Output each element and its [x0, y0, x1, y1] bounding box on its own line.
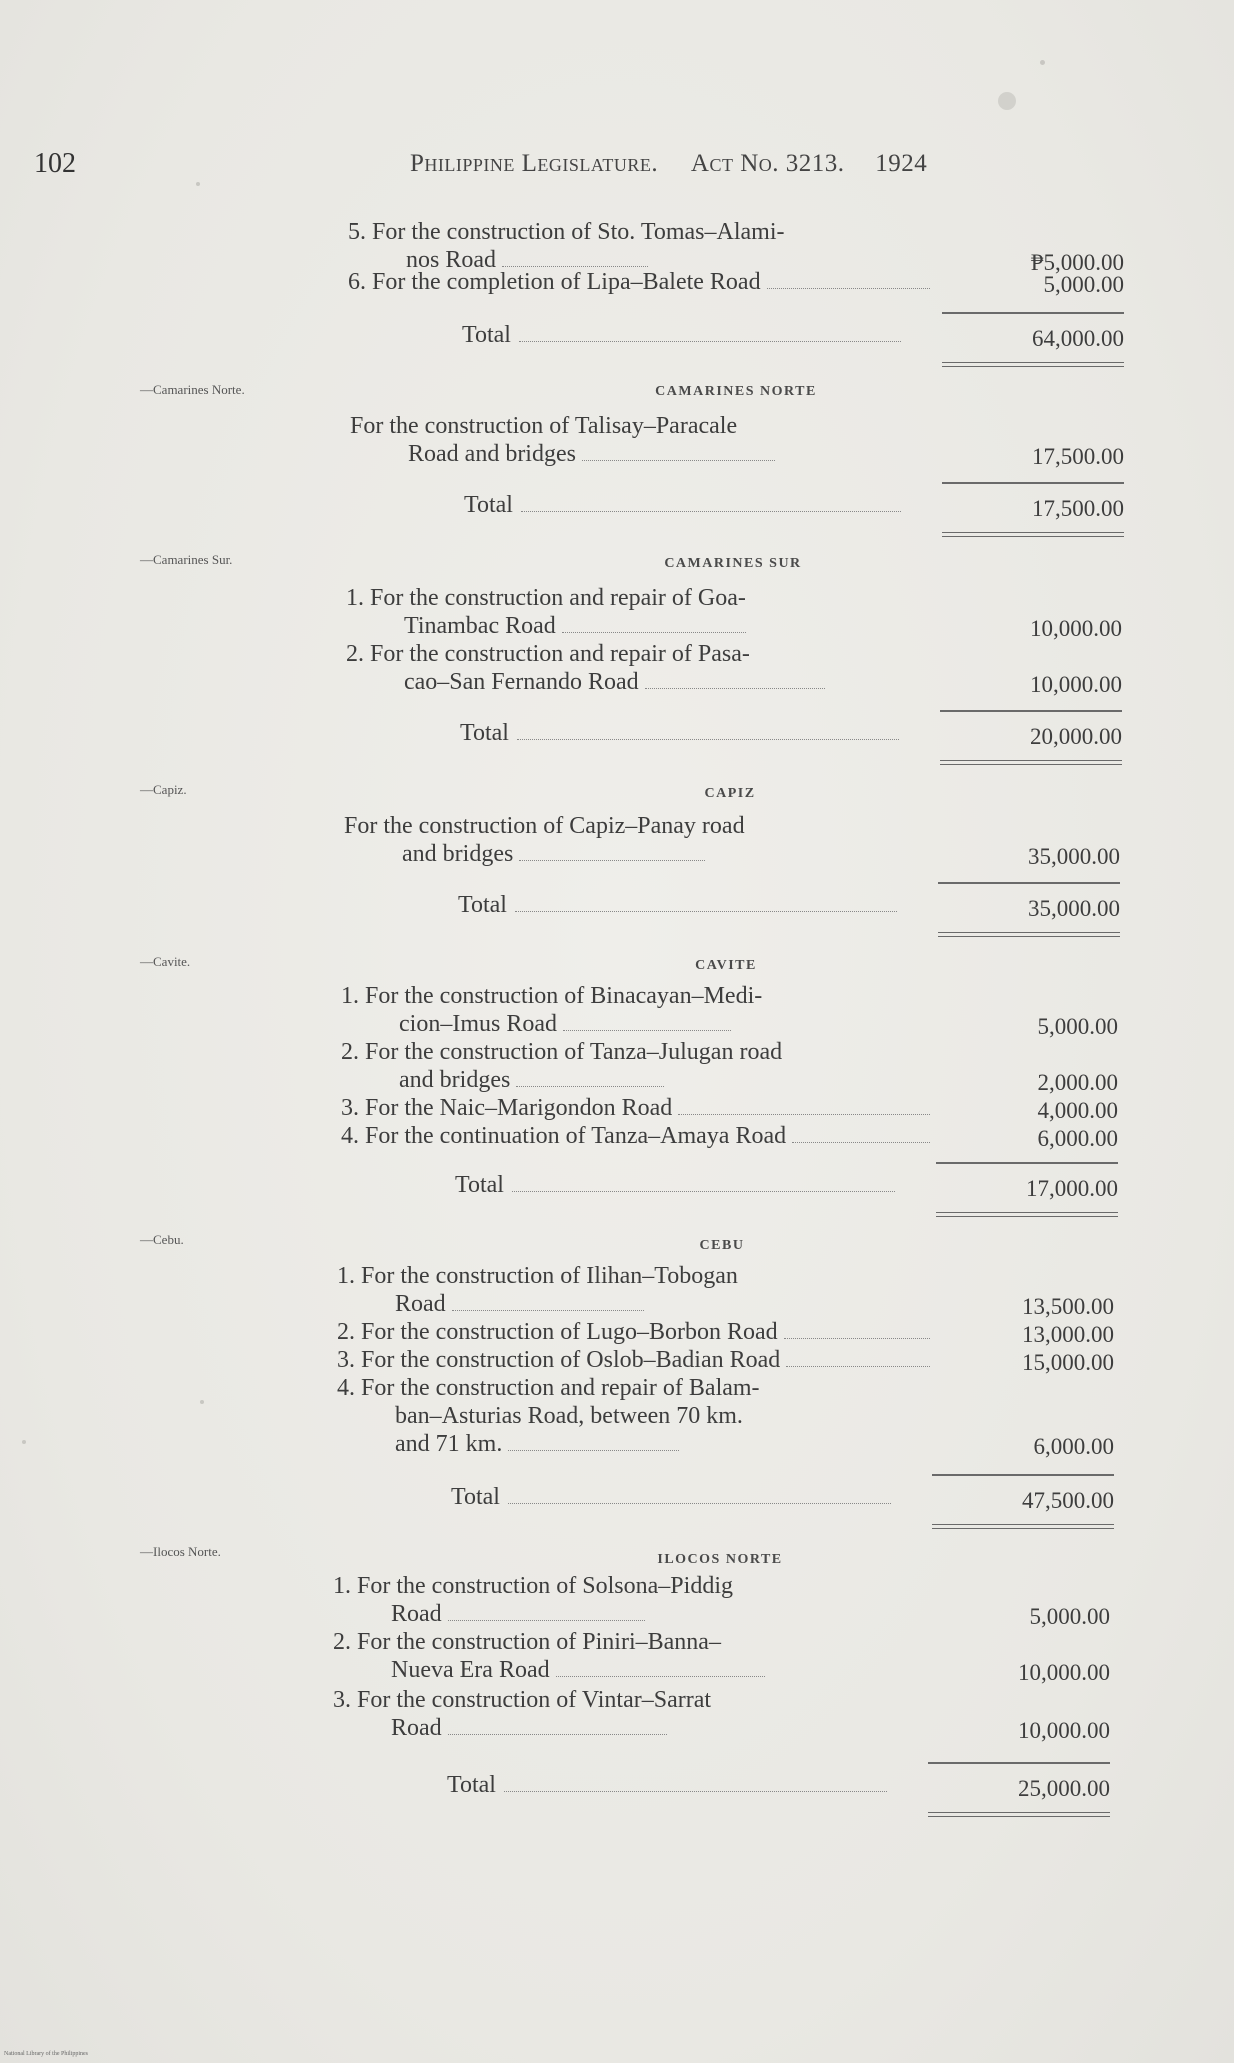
item-text-line: 3. For the construction of Vintar–Sarrat [333, 1687, 712, 1713]
paper-speck [22, 1440, 26, 1444]
item-text-line: nos Road [348, 246, 785, 274]
total-double-rule [936, 1212, 1118, 1217]
appropriation-item [344, 812, 745, 868]
item-text-line: Road and bridges [350, 440, 775, 468]
item-text-line: 1. For the construction and repair of Goa- [346, 585, 746, 611]
paper-speck [200, 1400, 204, 1404]
dot-leader [792, 1128, 930, 1143]
dot-leader [521, 497, 901, 512]
dot-leader [563, 1016, 731, 1031]
total-double-rule [938, 932, 1120, 937]
section-title: ILOCOS NORTE [657, 1552, 783, 1567]
item-text-line: 1. For the construction of Ilihan–Tobogan [337, 1263, 738, 1289]
section-title: CAMARINES NORTE [655, 384, 817, 399]
section-title: CAVITE [695, 958, 757, 973]
item-text-line: Road [337, 1290, 738, 1318]
total-double-rule [942, 362, 1124, 367]
page-number: 102 [34, 148, 76, 179]
paper-speck [196, 182, 200, 186]
dot-leader [452, 1296, 644, 1311]
appropriation-item [348, 218, 785, 274]
total-amount: 17,000.00 [1026, 1176, 1118, 1201]
section-title: CAPIZ [704, 786, 756, 801]
appropriation-item [333, 1572, 733, 1628]
appropriation-item [337, 1374, 760, 1458]
scan-credit: National Library of the Philippines [4, 2051, 88, 2057]
item-amount: 10,000.00 [1018, 1660, 1110, 1685]
dot-leader [448, 1720, 667, 1735]
margin-note: —Ilocos Norte. [140, 1544, 221, 1559]
item-text-line: 4. For the continuation of Tanza–Amaya Road [341, 1122, 930, 1150]
appropriation-item [341, 1122, 930, 1150]
total-label-text: Total [460, 720, 509, 746]
paper-speck [1040, 60, 1045, 65]
item-amount: 6,000.00 [1033, 1434, 1114, 1459]
total-label [458, 892, 897, 919]
dot-leader [582, 446, 775, 461]
sum-rule [942, 312, 1124, 314]
total-label-text: Total [462, 322, 511, 348]
item-text-line: ban–Asturias Road, between 70 km. [395, 1403, 743, 1429]
margin-note: —Camarines Sur. [140, 552, 233, 567]
running-head [410, 150, 927, 178]
dot-leader [786, 1352, 930, 1367]
item-text-line: 2. For the construction and repair of Pasa- [346, 641, 750, 667]
appropriation-item [350, 412, 775, 468]
dot-leader [508, 1489, 891, 1504]
item-text-line: Tinambac Road [346, 612, 746, 640]
sum-rule [936, 1162, 1118, 1164]
item-amount: 6,000.00 [1037, 1126, 1118, 1151]
sum-rule [938, 882, 1120, 884]
dot-leader [767, 274, 930, 289]
item-text-line: Road [333, 1600, 733, 1628]
total-double-rule [942, 532, 1124, 537]
total-amount: 35,000.00 [1028, 896, 1120, 921]
item-amount: 13,500.00 [1022, 1294, 1114, 1319]
appropriation-item [348, 268, 930, 296]
total-amount: 64,000.00 [1032, 326, 1124, 351]
item-text-line: 2. For the construction of Tanza–Julugan road [341, 1039, 783, 1065]
act-number: Act No. 3213. [690, 150, 845, 177]
appropriation-item [346, 584, 746, 640]
appropriation-item [341, 1038, 782, 1094]
total-amount: 47,500.00 [1022, 1488, 1114, 1513]
dot-leader [519, 327, 901, 342]
item-text-line: cao–San Fernando Road [346, 668, 825, 696]
item-amount: 13,000.00 [1022, 1322, 1114, 1347]
total-label-text: Total [447, 1772, 496, 1798]
paper-speck [998, 92, 1016, 110]
appropriation-item [341, 982, 762, 1038]
item-text-line: 2. For the construction of Lugo–Borbon Road [337, 1318, 930, 1346]
dot-leader [519, 846, 704, 861]
sum-rule [940, 710, 1122, 712]
dot-leader [516, 1072, 664, 1087]
item-amount: ₱5,000.00 [1030, 250, 1124, 275]
margin-note: —Camarines Norte. [140, 382, 245, 397]
item-text-line: 5. For the construction of Sto. Tomas–Alami- [348, 219, 785, 245]
total-label [447, 1772, 887, 1799]
item-amount: 5,000.00 [1043, 272, 1124, 297]
item-amount: 10,000.00 [1030, 672, 1122, 697]
dot-leader [517, 725, 899, 740]
item-text-line: Nueva Era Road [333, 1656, 765, 1684]
dot-leader [512, 1177, 895, 1192]
dot-leader [508, 1436, 678, 1451]
total-label-text: Total [464, 492, 513, 518]
item-amount: 2,000.00 [1037, 1070, 1118, 1095]
margin-note: —Capiz. [140, 782, 187, 797]
year: 1924 [875, 150, 928, 177]
item-text-line: 4. For the construction and repair of Balam- [337, 1375, 760, 1401]
total-amount: 20,000.00 [1030, 724, 1122, 749]
item-amount: 10,000.00 [1030, 616, 1122, 641]
item-text-line: 3. For the construction of Oslob–Badian Road [337, 1346, 930, 1374]
sum-rule [932, 1474, 1114, 1476]
item-text-line: and bridges [341, 1066, 782, 1094]
item-text-line: For the construction of Capiz–Panay road [344, 813, 745, 839]
total-double-rule [928, 1812, 1110, 1817]
total-label [462, 322, 901, 349]
item-text-line: 1. For the construction of Binacayan–Medi- [341, 983, 763, 1009]
appropriation-item [346, 640, 825, 696]
item-amount: 4,000.00 [1037, 1098, 1118, 1123]
dot-leader [556, 1662, 765, 1677]
running-title: Philippine Legislature. [410, 150, 659, 177]
item-amount: 35,000.00 [1028, 844, 1120, 869]
item-amount: 5,000.00 [1037, 1014, 1118, 1039]
total-label-text: Total [458, 892, 507, 918]
dot-leader [562, 618, 746, 633]
dot-leader [645, 674, 825, 689]
sum-rule [942, 482, 1124, 484]
section-title: CAMARINES SUR [664, 556, 802, 571]
item-text-line: For the construction of Talisay–Paracale [350, 413, 738, 439]
dot-leader [504, 1777, 887, 1792]
item-amount: 15,000.00 [1022, 1350, 1114, 1375]
dot-leader [515, 897, 897, 912]
section-title: CEBU [699, 1238, 745, 1253]
total-double-rule [932, 1524, 1114, 1529]
appropriation-item [337, 1346, 930, 1374]
item-text-line: and bridges [344, 840, 745, 868]
total-label-text: Total [451, 1484, 500, 1510]
item-text-line: Road [333, 1714, 711, 1742]
total-label [464, 492, 901, 519]
item-text-line: 1. For the construction of Solsona–Piddig [333, 1573, 733, 1599]
total-label [460, 720, 899, 747]
appropriation-item [337, 1318, 930, 1346]
item-amount: 10,000.00 [1018, 1718, 1110, 1743]
item-text-line: and 71 km. [337, 1430, 760, 1458]
item-text-line: 2. For the construction of Piniri–Banna– [333, 1629, 721, 1655]
appropriation-item [341, 1094, 930, 1122]
total-amount: 25,000.00 [1018, 1776, 1110, 1801]
dot-leader [678, 1100, 930, 1115]
total-amount: 17,500.00 [1032, 496, 1124, 521]
margin-note: —Cavite. [140, 954, 191, 969]
total-label [451, 1484, 891, 1511]
item-amount: 17,500.00 [1032, 444, 1124, 469]
dot-leader [784, 1324, 930, 1339]
item-text-line: cion–Imus Road [341, 1010, 762, 1038]
appropriation-item [333, 1628, 765, 1684]
appropriation-item [337, 1262, 738, 1318]
item-amount: 5,000.00 [1029, 1604, 1110, 1629]
sum-rule [928, 1762, 1110, 1764]
total-label [455, 1172, 895, 1199]
appropriation-item [333, 1686, 711, 1742]
item-text-line: 6. For the completion of Lipa–Balete Road [348, 268, 930, 296]
total-label-text: Total [455, 1172, 504, 1198]
total-double-rule [940, 760, 1122, 765]
margin-note: —Cebu. [140, 1232, 184, 1247]
item-text-line: 3. For the Naic–Marigondon Road [341, 1094, 930, 1122]
dot-leader [448, 1606, 645, 1621]
dot-leader [502, 252, 648, 267]
